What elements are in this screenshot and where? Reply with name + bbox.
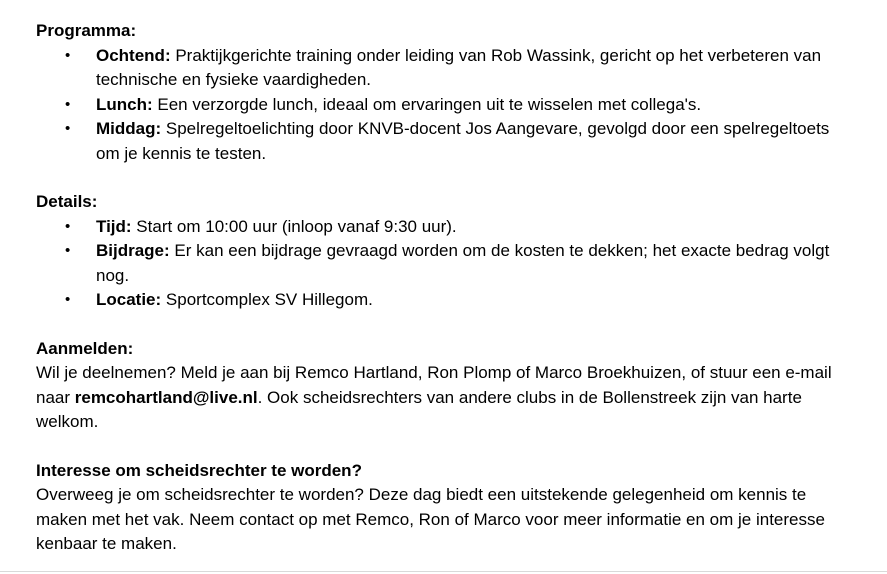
item-label: Middag: bbox=[96, 119, 162, 138]
bullet-icon: • bbox=[65, 217, 71, 235]
list-programma bbox=[36, 44, 856, 167]
bottom-divider bbox=[0, 571, 887, 572]
aanmelden-text-before: Wil je deelnemen? Meld je aan bij Remco Hartland, Ron Plomp of Marco Broekhuizen, of stuur een e-mail naar bbox=[36, 363, 832, 407]
item-label: Lunch: bbox=[96, 94, 153, 114]
section-programma bbox=[36, 19, 856, 166]
bullet-icon: • bbox=[65, 46, 71, 64]
section-details bbox=[36, 190, 856, 313]
interesse-paragraph: Overweeg je om scheidsrechter te worden? Deze dag biedt een uitstekende gelegenheid om kennis te maken met het vak. Neem contact op met Remco, Ron of Marco voor meer informatie en om je interesse kenbaar te maken. bbox=[36, 485, 825, 553]
list-details bbox=[36, 215, 856, 313]
email-address: remcohartland@live.nl bbox=[74, 387, 258, 407]
aanmelden-paragraph bbox=[36, 361, 856, 435]
list-item-locatie bbox=[36, 288, 856, 313]
item-label: Ochtend: bbox=[96, 45, 171, 65]
bullet-icon: • bbox=[65, 291, 71, 308]
item-text: Sportcomplex SV Hillegom. bbox=[161, 290, 373, 309]
heading-interesse: Interesse om scheidsrechter te worden? bbox=[36, 460, 362, 480]
item-text: Start om 10:00 uur (inloop vanaf 9:30 uur). bbox=[131, 216, 457, 236]
aanmelden-text-after: . Ook scheidsrechters van andere clubs in de Bollenstreek zijn van harte welkom. bbox=[36, 387, 802, 431]
list-item-lunch bbox=[36, 93, 856, 118]
list-item-tijd bbox=[36, 215, 856, 240]
document-body bbox=[36, 19, 856, 557]
heading-aanmelden: Aanmelden: bbox=[36, 338, 134, 358]
list-item-ochtend bbox=[36, 44, 856, 93]
section-aanmelden bbox=[36, 337, 856, 435]
item-text: Praktijkgerichte training onder leiding van Rob Wassink, gericht op het verbeteren van technische en fysieke vaardigheden. bbox=[96, 45, 822, 89]
item-text: Een verzorgde lunch, ideaal om ervaringen uit te wisselen met collega's. bbox=[152, 94, 702, 114]
item-text: Er kan een bijdrage gevraagd worden om de kosten te dekken; het exacte bedrag volgt nog. bbox=[96, 241, 830, 285]
item-label: Tijd: bbox=[96, 216, 132, 236]
bullet-icon: • bbox=[65, 95, 71, 113]
item-label: Locatie: bbox=[96, 290, 162, 309]
list-item-middag bbox=[36, 117, 856, 166]
section-interesse bbox=[36, 459, 856, 557]
bullet-icon: • bbox=[65, 242, 71, 259]
heading-details: Details: bbox=[36, 192, 98, 211]
item-text: Spelregeltoelichting door KNVB-docent Jos Aangevare, gevolgd door een spelregeltoets om je kennis te testen. bbox=[96, 119, 830, 163]
item-label: Bijdrage: bbox=[96, 241, 170, 260]
heading-programma: Programma: bbox=[36, 21, 137, 40]
bullet-icon: • bbox=[65, 120, 71, 137]
list-item-bijdrage bbox=[36, 239, 856, 288]
